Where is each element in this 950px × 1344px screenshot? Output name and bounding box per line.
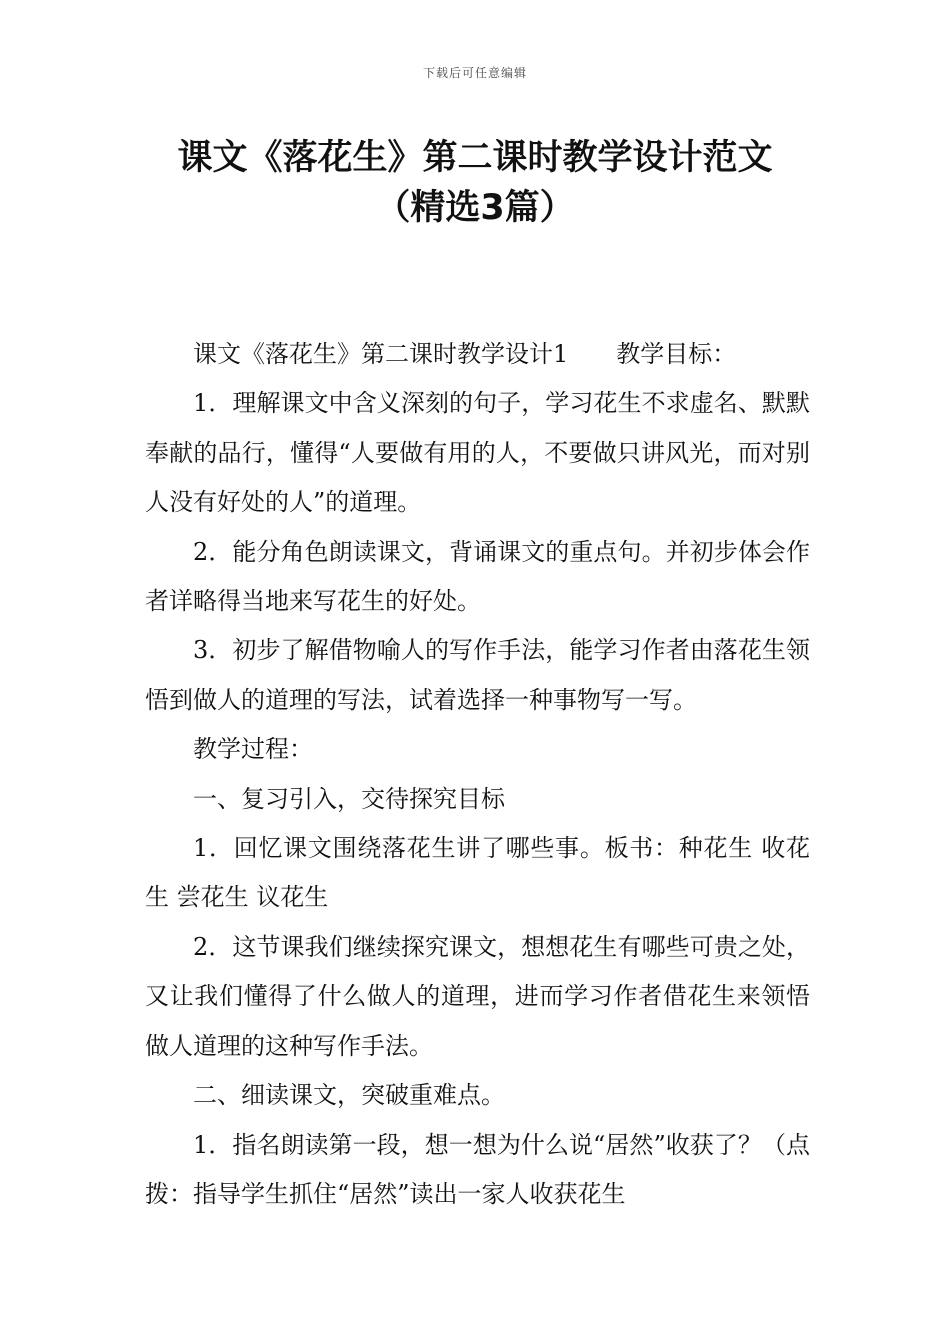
paragraph-section-1-item-1: 1．回忆课文围绕落花生讲了哪些事。板书：种花生 收花生 尝花生 议花生 [145, 834, 810, 912]
paragraph-section-2-heading: 二、细读课文，突破重难点。 [193, 1081, 505, 1110]
paragraph-goal-3: 3．初步了解借物喻人的写作手法，能学习作者由落花生领悟到做人的道理的写法，试着选择一种事物写一写。 [145, 636, 810, 714]
paragraph-section-1-heading: 一、复习引入，交待探究目标 [193, 784, 505, 813]
document-title-line2: （精选3篇） [375, 188, 575, 228]
header-note: 下载后可任意编辑 [422, 66, 527, 80]
paragraph-section-1-item-2: 2．这节课我们继续探究课文，想想花生有哪些可贵之处，又让我们懂得了什么做人的道理，进而学习作者借花生来领悟做人道理的这种写作手法。 [145, 932, 810, 1060]
paragraph-goal-1: 1．理解课文中含义深刻的句子，学习花生不求虚名、默默奉献的品行，懂得“人要做有用的人，不要做只讲风光，而对别人没有好处的人”的道理。 [145, 389, 810, 517]
paragraph-section-2-item-1: 1．指名朗读第一段，想一想为什么说“居然”收获了？（点拨：指导学生抓住“居然”读出一家人收获花生 [145, 1130, 810, 1208]
paragraph-intro: 课文《落花生》第二课时教学设计1 教学目标： [193, 340, 737, 368]
document-title-line1: 课文《落花生》第二课时教学设计范文 [177, 138, 773, 178]
document-body [145, 330, 810, 1219]
paragraph-process-heading: 教学过程： [193, 735, 313, 764]
paragraph-goal-2: 2．能分角色朗读课文，背诵课文的重点句。并初步体会作者详略得当地来写花生的好处。 [145, 537, 810, 616]
